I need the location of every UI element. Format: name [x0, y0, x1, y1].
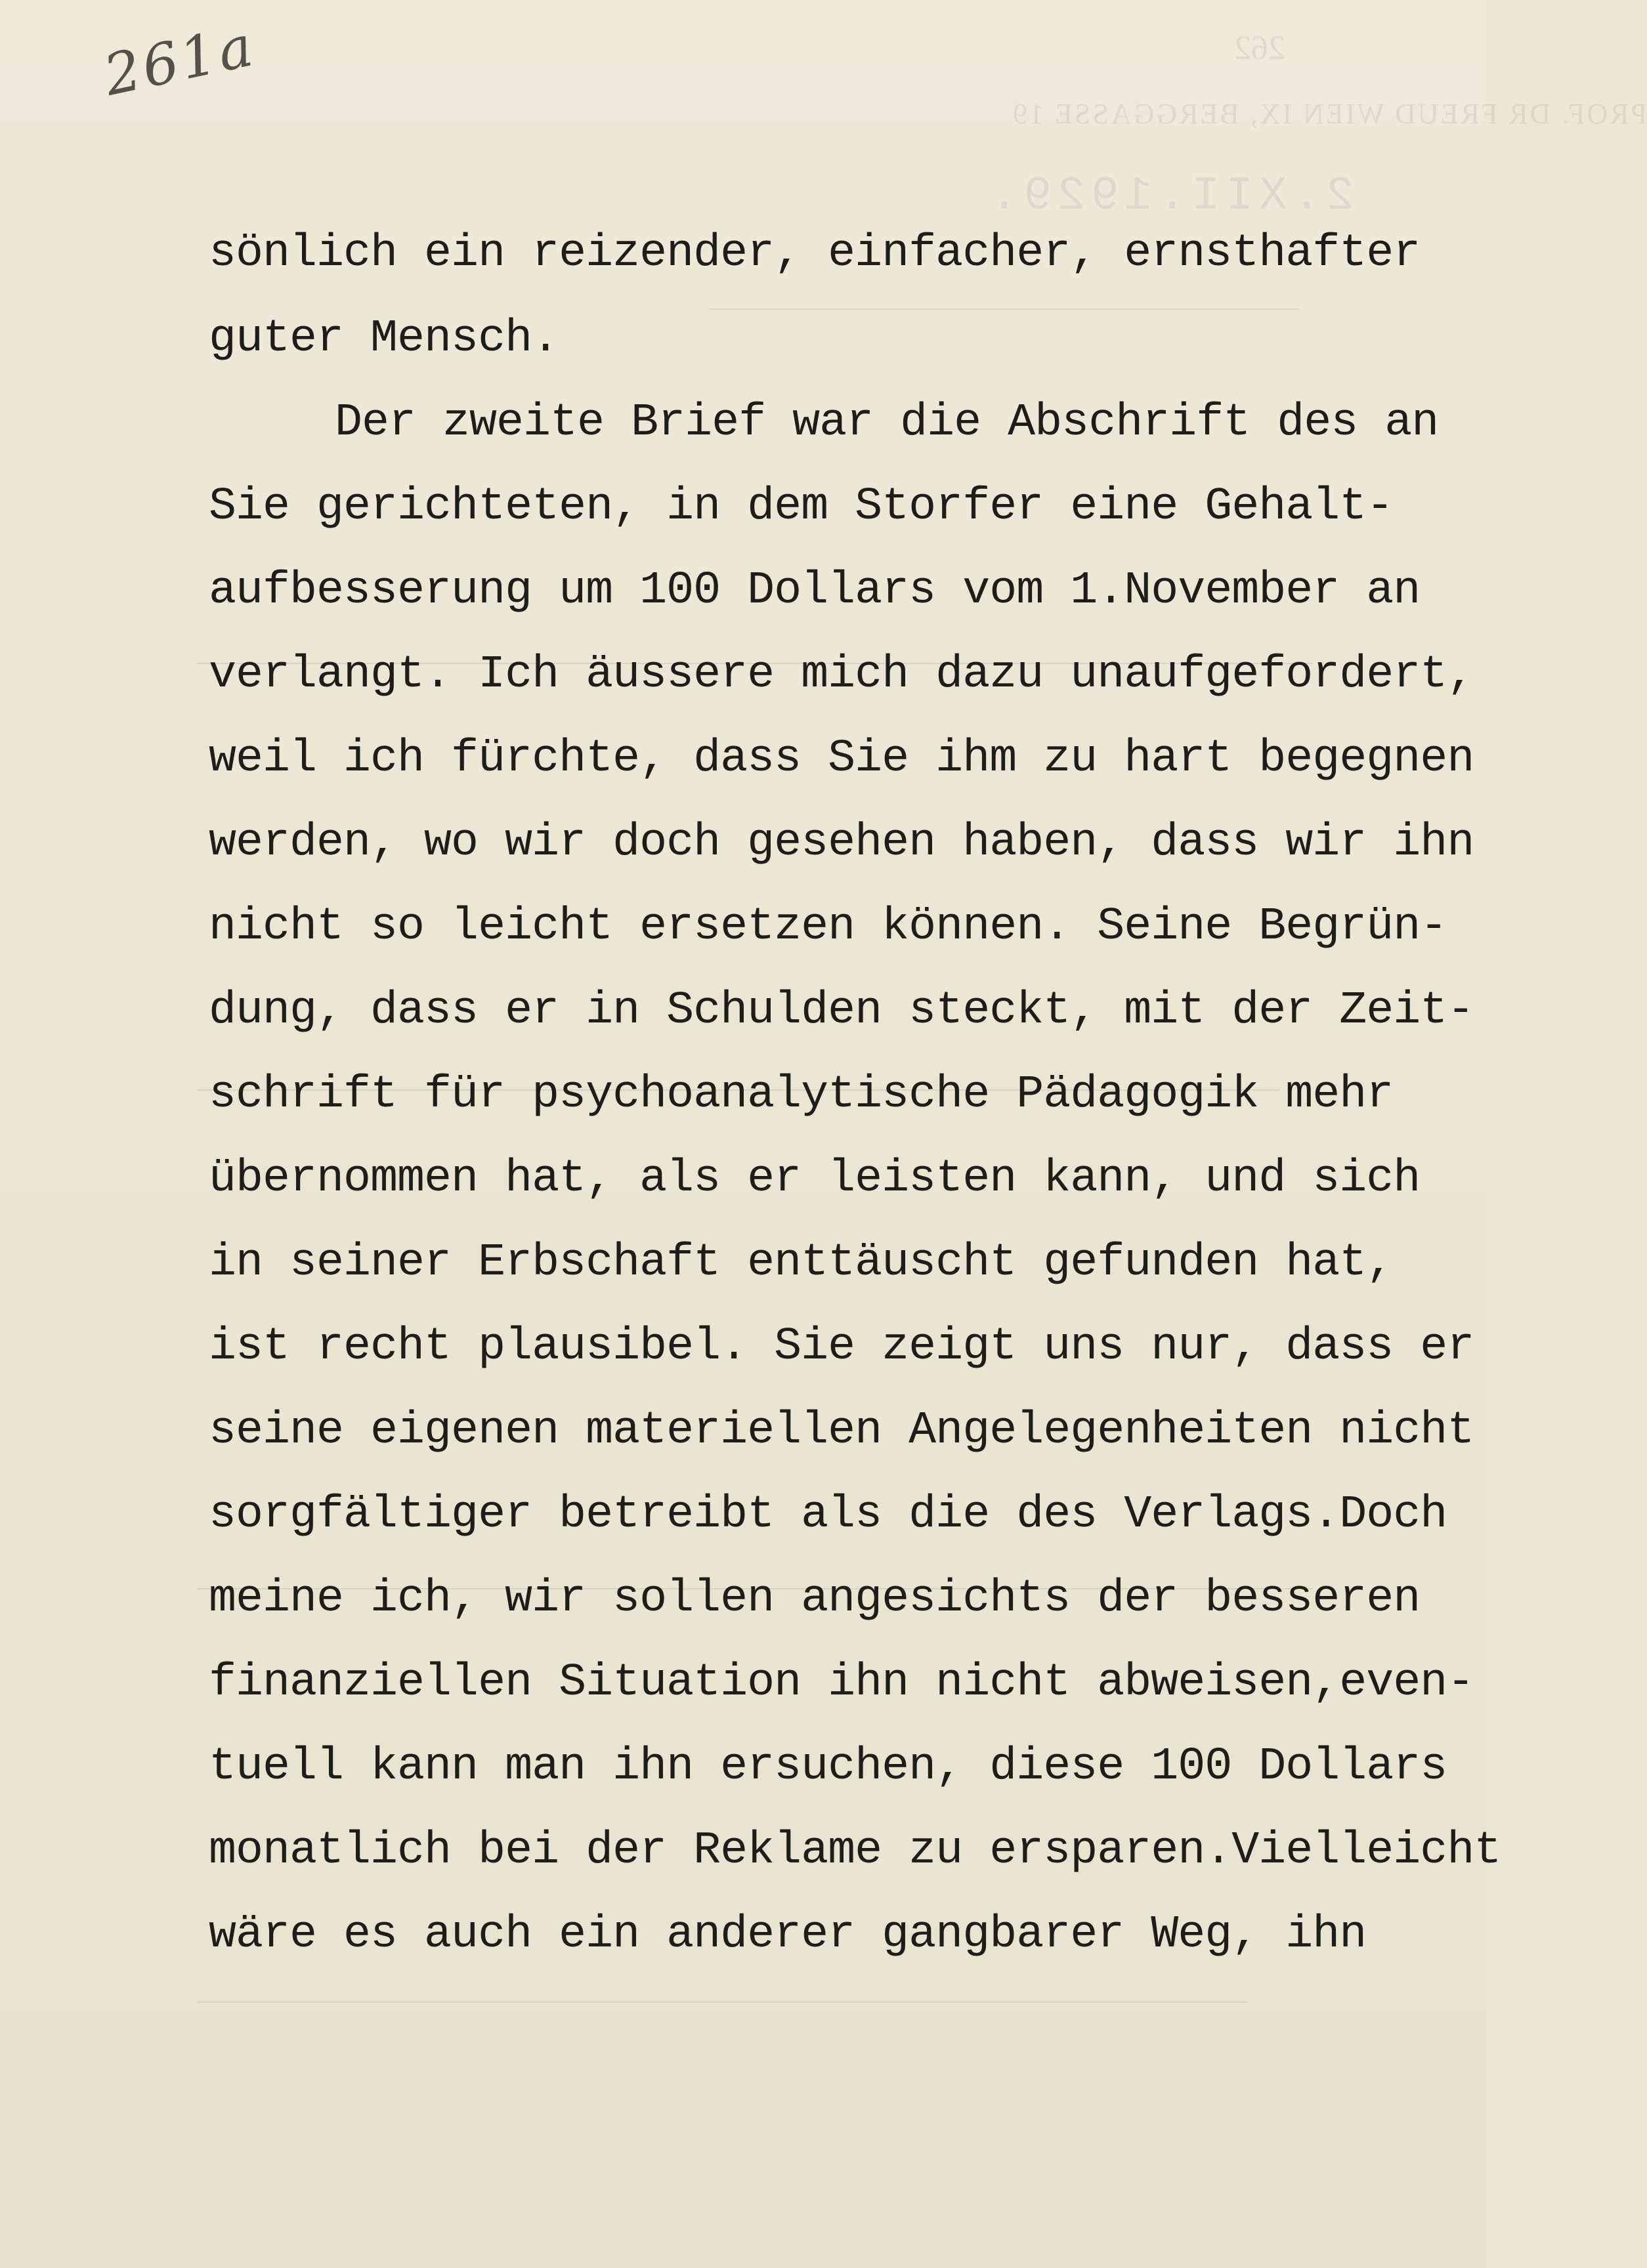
folio-annotation: 261a	[98, 12, 261, 109]
text-line: sorgfältiger betreibt als die des Verlags.Doch	[209, 1489, 1447, 1541]
bleed-through-date: 2.XII.1929.	[985, 169, 1355, 223]
text-line: schrift für psychoanalytische Pädagogik mehr	[209, 1069, 1394, 1121]
text-line: Sie gerichteten, in dem Storfer eine Gehalt-	[209, 481, 1394, 533]
text-line: seine eigenen materiellen Angelegenheiten nicht	[209, 1405, 1474, 1457]
text-line: meine ich, wir sollen angesichts der besseren	[209, 1573, 1421, 1625]
text-line: tuell kann man ihn ersuchen, diese 100 Dollars	[209, 1741, 1447, 1793]
text-line: weil ich fürchte, dass Sie ihm zu hart begegnen	[209, 733, 1474, 785]
bleed-through-folio: 262	[1234, 30, 1285, 67]
text-line: werden, wo wir doch gesehen haben, dass wir ihn	[209, 817, 1474, 869]
text-line: in seiner Erbschaft enttäuscht gefunden hat,	[209, 1237, 1394, 1289]
text-line: finanziellen Situation ihn nicht abweisen,even-	[209, 1657, 1474, 1709]
text-line: wäre es auch ein anderer gangbarer Weg, ihn	[209, 1909, 1367, 1961]
text-line: übernommen hat, als er leisten kann, und sich	[209, 1153, 1421, 1205]
text-line: dung, dass er in Schulden steckt, mit der Zeit-	[209, 985, 1474, 1037]
text-line: verlangt. Ich äussere mich dazu unaufgefordert,	[209, 649, 1474, 701]
bleed-through-letterhead: PROF. DR FREUD WIEN IX, BERGGASSE 19	[1011, 98, 1647, 130]
text-line: aufbesserung um 100 Dollars vom 1.November an	[209, 565, 1421, 617]
text-line: Der zweite Brief war die Abschrift des an	[335, 397, 1439, 449]
text-line: monatlich bei der Reklame zu ersparen.Vielleicht	[209, 1825, 1501, 1877]
text-line: sönlich ein reizender, einfacher, ernsthafter	[209, 228, 1421, 280]
text-line: ist recht plausibel. Sie zeigt uns nur, dass er	[209, 1321, 1474, 1373]
text-line: guter Mensch.	[209, 313, 559, 365]
text-line: nicht so leicht ersetzen können. Seine Begrün-	[209, 901, 1447, 953]
